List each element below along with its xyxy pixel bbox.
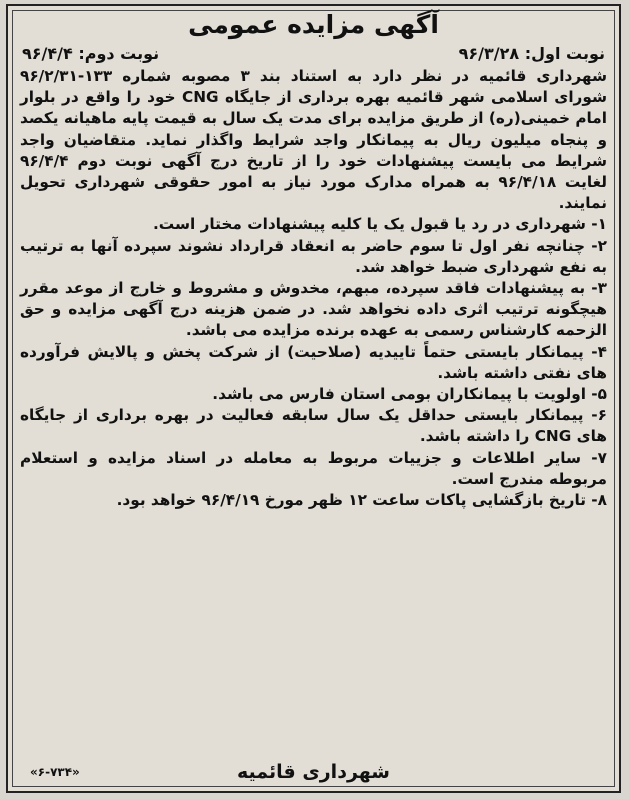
condition-item-4: ۴- پیمانکار بایستی حتماً تاییدیه (صلاحیت) از شرکت پخش و پالایش فرآورده های نفتی داشته باشد. xyxy=(20,342,607,382)
notice-code: «۶-۷۳۴» xyxy=(30,765,80,779)
notice-footer xyxy=(8,757,619,787)
condition-item-5: ۵- اولویت با پیمانکاران بومی استان فارس می باشد. xyxy=(212,385,607,404)
condition-item-8: ۸- تاریخ بازگشایی پاکات ساعت ۱۲ ظهر مورخ ۹۶/۴/۱۹ خواهد بود. xyxy=(116,491,607,510)
condition-item-6: ۶- پیمانکار بایستی حداقل یک سال سابقه فعالیت در بهره برداری از جایگاه های CNG را داشته باشد. xyxy=(20,406,607,446)
notice-body xyxy=(20,66,607,511)
notice-title: آگهی مزایده عمومی xyxy=(188,10,439,39)
second-round-date: نوبت دوم: ۹۶/۴/۴ xyxy=(22,44,160,63)
first-round-date: نوبت اول: ۹۶/۳/۲۸ xyxy=(458,44,605,63)
condition-item-7: ۷- سایر اطلاعات و جزییات مربوط به معامله در اسناد مزایده و استعلام مربوطه مندرج است. xyxy=(20,448,607,488)
issuer-signature: شهرداری قائمیه xyxy=(236,761,390,783)
notice-frame xyxy=(6,4,621,793)
condition-item-2: ۲- چنانچه نفر اول تا سوم حاضر به انعقاد قرارداد نشوند سپرده آنها به ترتیب به نفع شهرداری ضبط خواهد شد. xyxy=(20,236,607,276)
publication-rounds xyxy=(22,42,605,66)
intro-paragraph: شهرداری قائمیه در نظر دارد به استناد بند ۳ مصوبه شماره ۱۳۳-۹۶/۲/۳۱ شورای اسلامی شهر قائمیه بهره برداری از جایگاه CNG خود را واقع در بلوار امام خمینی(ره) از طریق مزایده برای مدت یک سال به قیمت پایه ماهیانه یکصد و پنجاه میلیون ریال به پیمانکار واجد شرایط واگذار نماید. متقاضیان واجد شرایط می بایست پیشنهادات خود را از تاریخ درج آگهی نوبت دوم ۹۶/۴/۴ لغایت ۹۶/۴/۱۸ به همراه مدارک مورد نیاز به امور حقوقی شهرداری تحویل نمایند. xyxy=(20,67,607,213)
condition-item-1: ۱- شهرداری در رد یا قبول یک یا کلیه پیشنهادات مختار است. xyxy=(152,215,607,234)
condition-item-3: ۳- به پیشنهادات فاقد سپرده، مبهم، مخدوش و مشروط و خارج از موعد مقرر هیچگونه ترتیب اثری داده نخواهد شد. در ضمن هزینه درج آگهی مزایده و حق الزحمه کارشناس رسمی به عهده برنده مزایده می باشد. xyxy=(20,279,607,340)
